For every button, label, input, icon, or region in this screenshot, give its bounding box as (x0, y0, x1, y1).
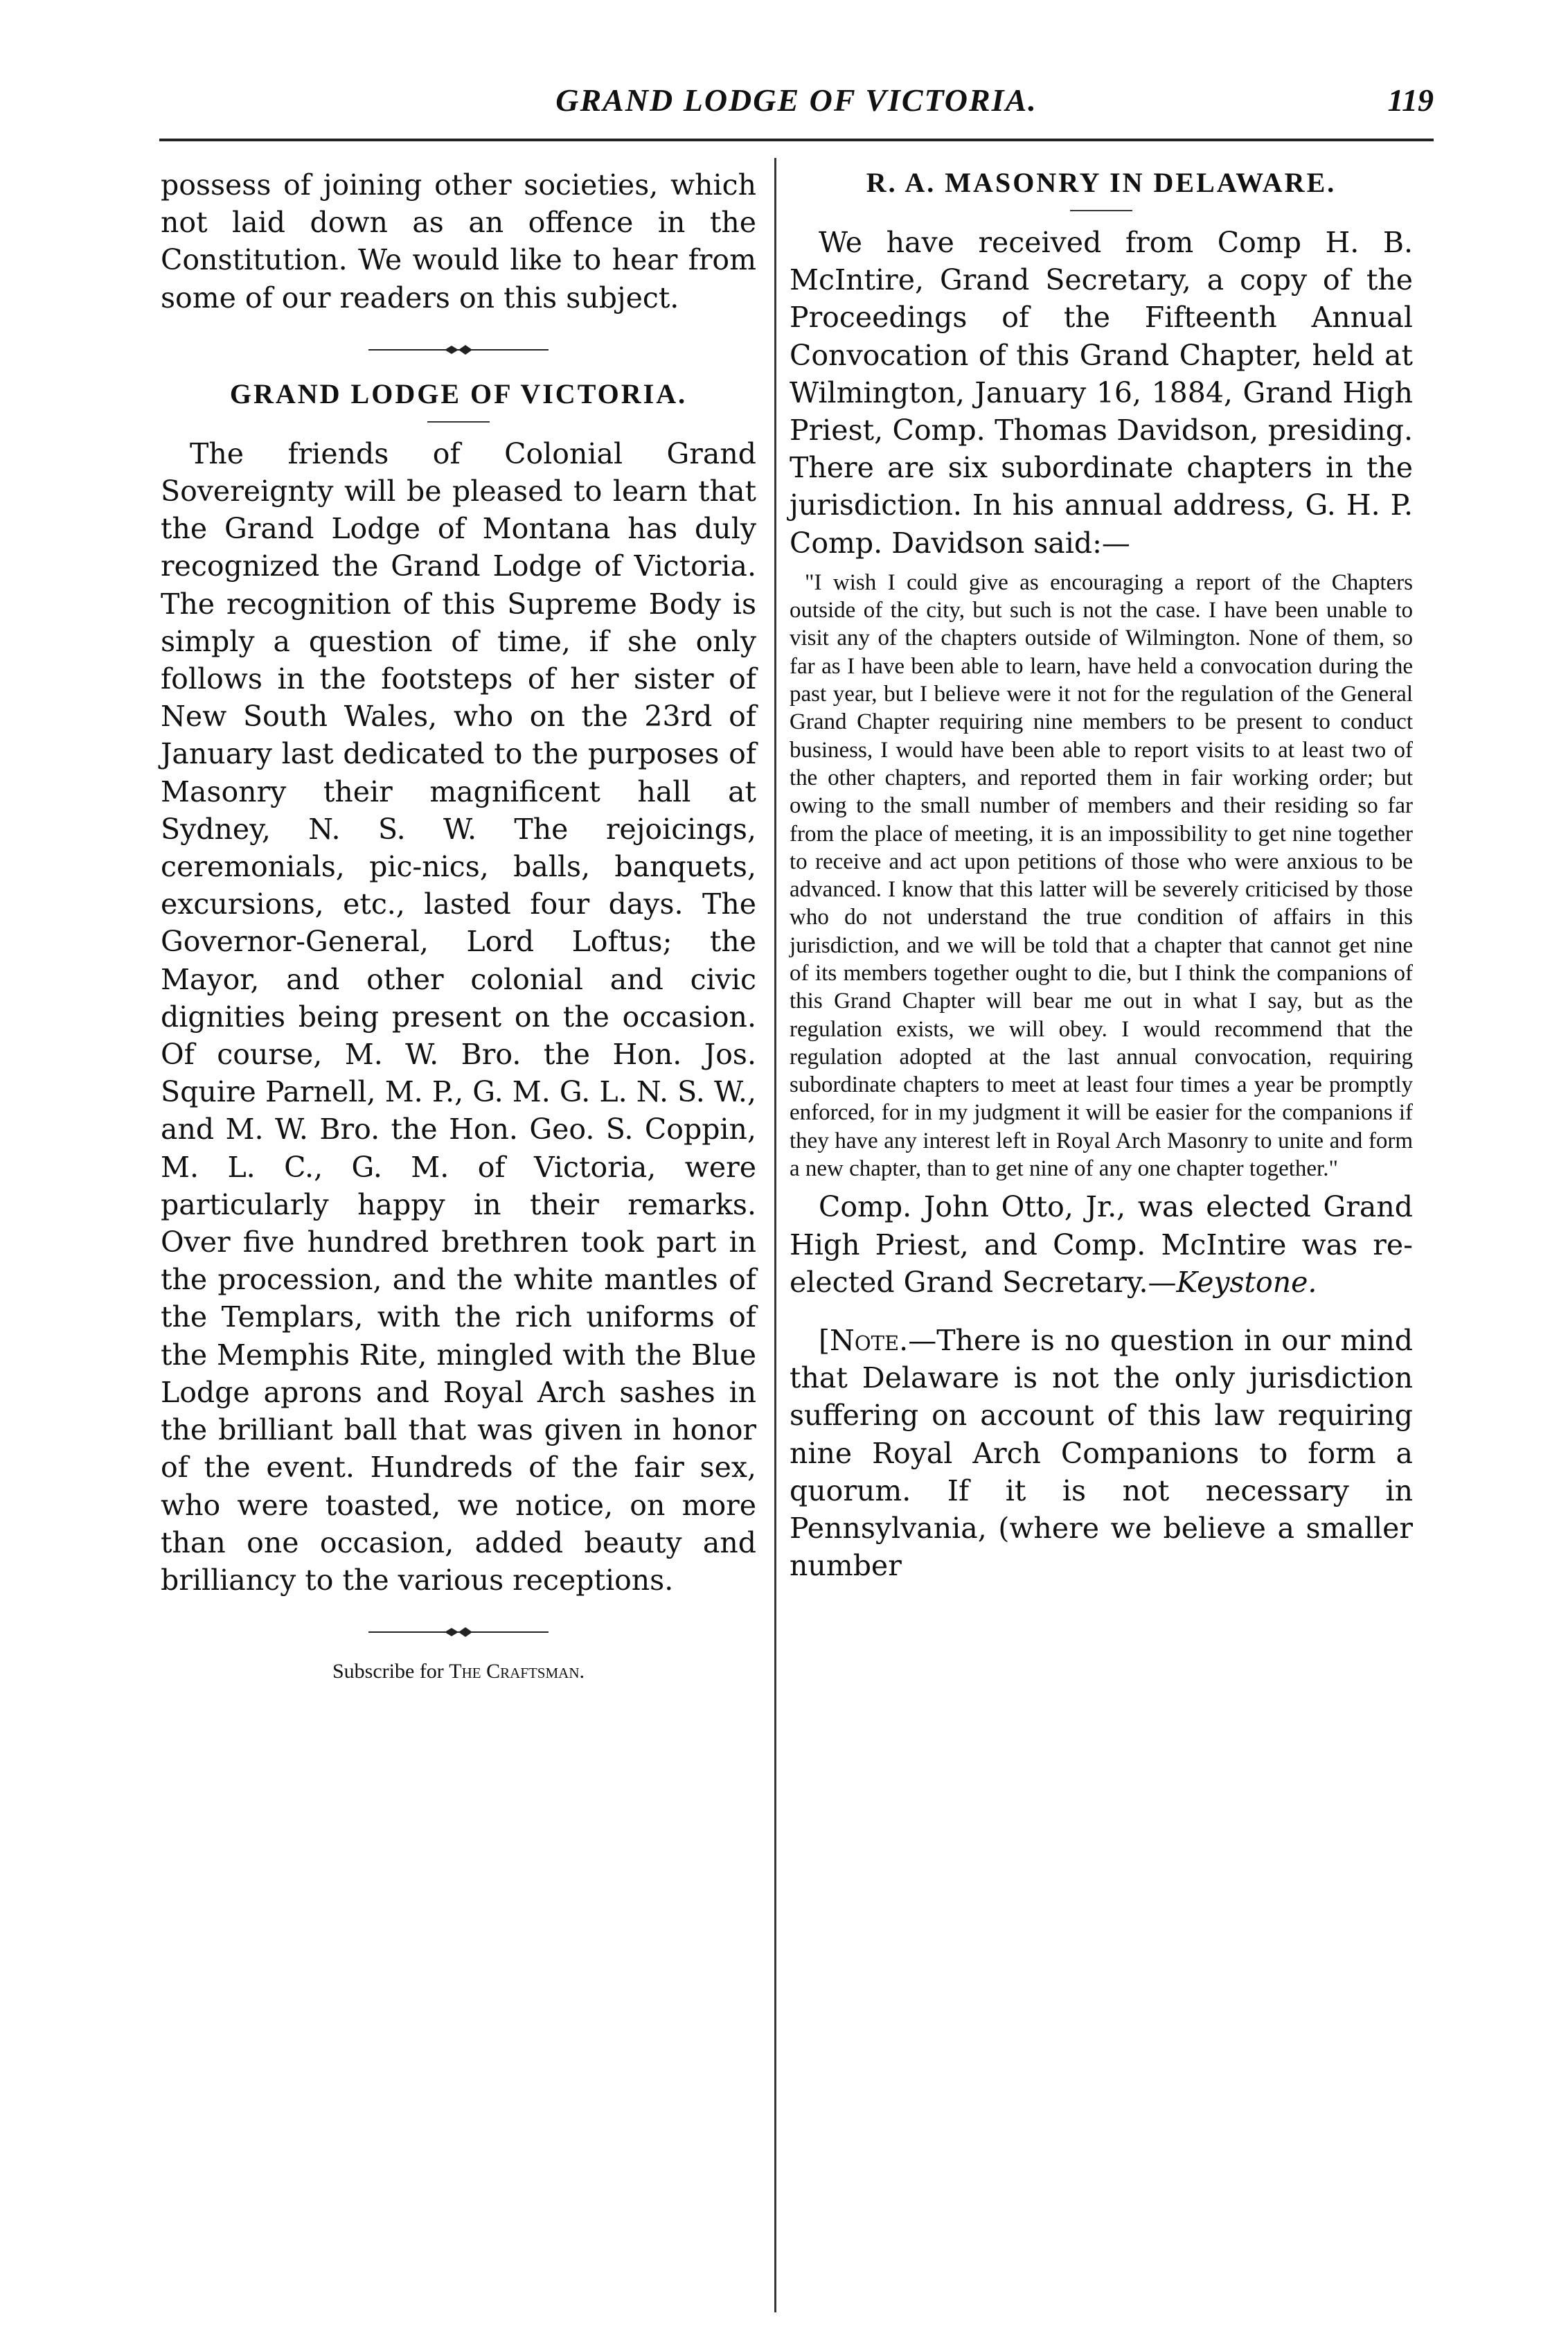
article-heading-victoria: GRAND LODGE OF VICTORIA. (229, 378, 688, 409)
column-divider (774, 158, 776, 2312)
section-ornament (320, 342, 597, 358)
article-intro-delaware: We have received from Comp H. B. McIntire, Grand Secretary, a copy of the Proceedings of the Fifteenth Annual Convocation of this Grand Chapter, held at Wilmington, January 16, 1884, Grand High Priest, Comp. Thomas Davidson, presiding. There are six subordinate chapters in the jurisdiction. In his annual address, G. H. P. Comp. Davidson said:— (790, 226, 1413, 560)
subscribe-prefix: Subscribe for (332, 1660, 449, 1683)
running-title: GRAND LODGE OF VICTORIA. (555, 82, 1037, 118)
source-citation: Keystone. (1176, 1265, 1317, 1299)
header-rule (159, 139, 1434, 141)
heading-rule (427, 421, 490, 423)
note-text: —There is no question in our mind that Delaware is not the only jurisdiction suffering on account of this law requiring nine Royal Arch Companions to form a quorum. If it is not necessary in Pennsylvania, (where we believe a smaller number (790, 1323, 1413, 1583)
page-header (159, 82, 1434, 130)
continued-paragraph: possess of joining other societies, which not laid down as an offence in the Constitution. We would like to hear from some of our readers on this subject. (161, 168, 756, 315)
address-quotation: "I wish I could give as encouraging a report of the Chapters outside of the city, but such is not the case. I have been unable to visit any of the chapters outside of Wilmington. None of them, so far as I have been able to learn, have held a convocation during the past year, but I believe were it not for the regulation of the General Grand Chapter requiring nine members to be present to conduct business, I would have been able to report visits to at least two of the other chapters, and reported them in fair working order; but owing to the small number of members and their residing so far from the place of meeting, it is an impossibility to get nine together to receive and act upon petitions of those who were anxious to be advanced. I know that this latter will be severely criticised by those who do not understand the true condition of affairs in this jurisdiction, and we will be told that a chapter that cannot get nine of its members together ought to die, but I think the companions of this Grand Chapter will bear me out in what I say, but as the regulation exists, we will obey. I would recommend that the regulation adopted at the last annual convocation, requiring subordinate chapters to meet at least four times a year be promptly enforced, for in my judgment it will be easier for the companions if they have any interest left in Royal Arch Masonry to unite and form a new chapter, than to get nine of any one chapter together." (790, 569, 1413, 1182)
note-label: [Note. (819, 1323, 909, 1357)
section-ornament-bottom (320, 1624, 597, 1640)
article-heading-delaware: R. A. MASONRY IN DELAWARE. (866, 167, 1337, 198)
heading-rule (1070, 210, 1132, 211)
article-body-victoria: The friends of Colonial Grand Sovereignty will be pleased to learn that the Grand Lodge of Montana has duly recognized the Grand Lodge of Victoria. The recognition of this Supreme Body is simply a question of time, if she only follows in the footsteps of her sister of New South Wales, who on the 23rd of January last dedicated to the purposes of Masonry their magnificent hall at Sydney, N. S. W. The rejoicings, ceremonials, pic-nics, balls, banquets, excursions, etc., lasted four days. The Governor-General, Lord Loftus; the Mayor, and other colonial and civic dignities being present on the occasion. Of course, M. W. Bro. the Hon. Jos. Squire Parnell, M. P., G. M. G. L. N. S. W., and M. W. Bro. the Hon. Geo. S. Coppin, M. L. C., G. M. of Victoria, were particularly happy in their remarks. Over five hundred brethren took part in the procession, and the white mantles of the Templars, with the rich uniforms of the Memphis Rite, mingled with the Blue Lodge aprons and Royal Arch sashes in the brilliant ball that was given in honor of the event. Hundreds of the fair sex, who were toasted, we notice, on more than one occasion, added beauty and brilliancy to the various receptions. (161, 436, 756, 1597)
publication-title: The Craftsman. (449, 1660, 585, 1683)
page-number: 119 (1387, 82, 1434, 118)
election-text: Comp. John Otto, Jr., was elected Grand High Priest, and Comp. McIntire was re-elected Grand Secretary.— (790, 1190, 1413, 1299)
left-column (161, 166, 756, 1683)
editor-note (790, 1322, 1413, 1584)
subscribe-notice (161, 1660, 756, 1683)
election-paragraph (790, 1188, 1413, 1301)
right-column (790, 166, 1413, 1584)
